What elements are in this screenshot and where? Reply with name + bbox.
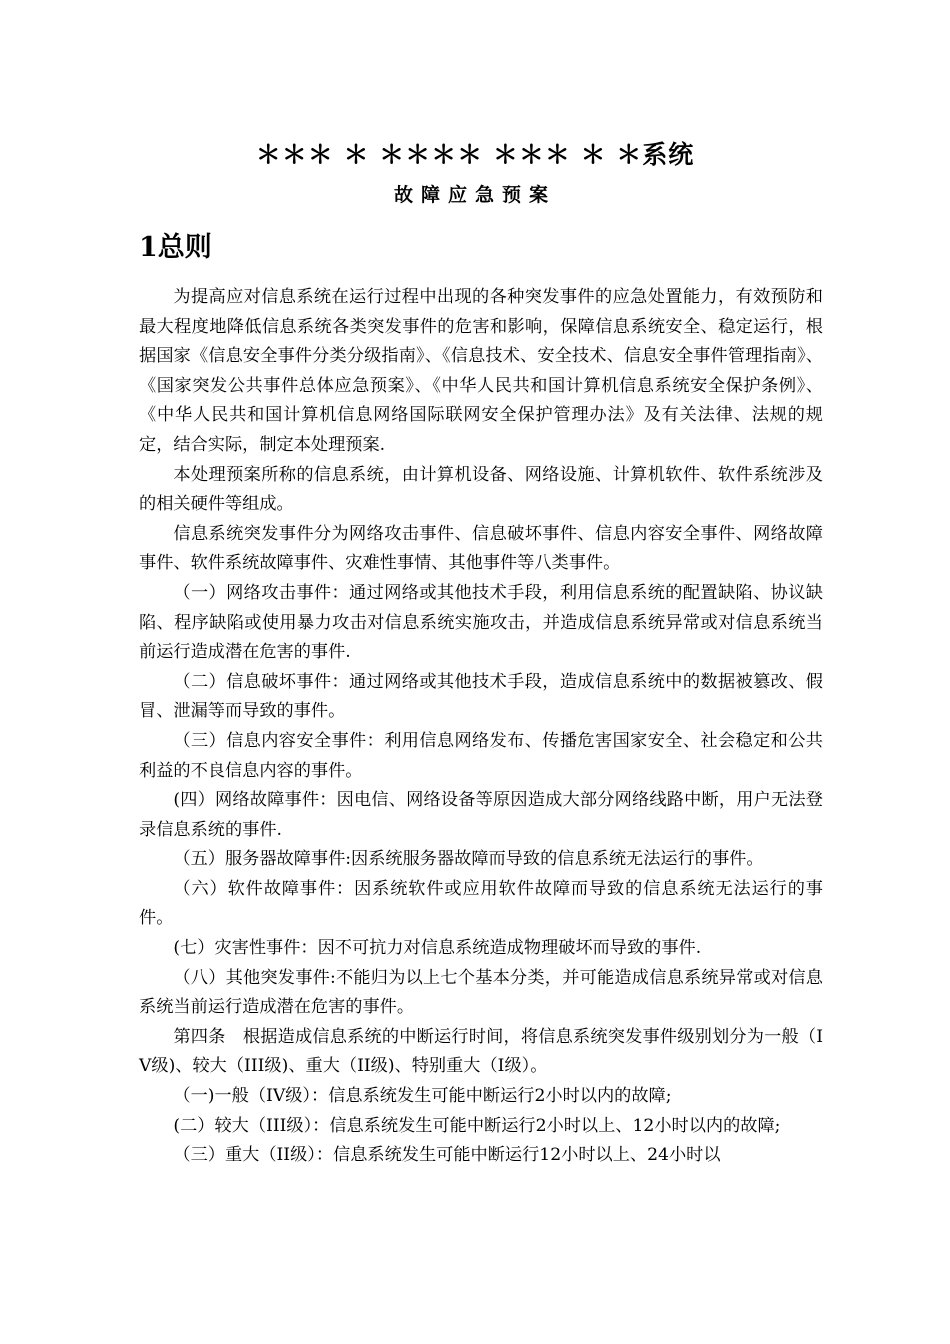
section-heading: 1总则 [139,232,212,263]
paragraph-network-failure: (四）网络故障事件：因电信、网络设备等原因造成大部分网络线路中断，用户无法登录信息系统的事件. [139,790,823,840]
body-text [139,283,823,1171]
paragraph-level-general: （一)一般（IV级）：信息系统发生可能中断运行2小时以内的故障; [173,1086,672,1107]
paragraph-event-categories: 信息系统突发事件分为网络攻击事件、信息破坏事件、信息内容安全事件、网络故障事件、软件系统故障事件、灾难性事情、其他事件等八类事件。 [139,523,823,574]
paragraph-server-failure: （五）服务器故障事件:因系统服务器故障而导致的信息系统无法运行的事件。 [173,849,764,870]
document-subtitle: 故障应急预案 [393,184,556,206]
paragraph-content-security: （三）信息内容安全事件：利用信息网络发布、传播危害国家安全、社会稳定和公共利益的不良信息内容的事件。 [139,730,823,781]
paragraph-disaster: (七）灾害性事件：因不可抗力对信息系统造成物理破坏而导致的事件. [173,938,702,959]
paragraph-info-destruction: （二）信息破坏事件：通过网络或其他技术手段，造成信息系统中的数据被篡改、假冒、泄漏等而导致的事件。 [139,671,823,722]
paragraph-scope: 本处理预案所称的信息系统，由计算机设备、网络设施、计算机软件、软件系统涉及的相关硬件等组成。 [139,464,823,515]
paragraph-purpose: 为提高应对信息系统在运行过程中出现的各种突发事件的应急处置能力，有效预防和最大程度地降低信息系统各类突发事件的危害和影响，保障信息系统安全、稳定运行，根据国家《信息安全事件分类分级指南》、《信息技术、安全技术、信息安全事件管理指南》、《国家突发公共事件总体应急预案》、《中华人民共和国计算机信息系统安全保护条例》、《中华人民共和国计算机信息网络国际联网安全保护管理办法》及有关法律、法规的规定，结合实际，制定本处理预案. [139,287,823,455]
paragraph-network-attack: （一）网络攻击事件：通过网络或其他技术手段，利用信息系统的配置缺陷、协议缺陷、程序缺陷或使用暴力攻击对信息系统实施攻击，并造成信息系统异常或对信息系统当前运行造成潜在危害的事件. [139,582,823,663]
paragraph-level-serious: （三）重大（II级）：信息系统发生可能中断运行12小时以上、24小时以 [173,1145,721,1166]
paragraph-other-events: （八）其他突发事件:不能归为以上七个基本分类，并可能造成信息系统异常或对信息系统当前运行造成潜在危害的事件。 [139,967,823,1018]
paragraph-level-major: (二）较大（III级）：信息系统发生可能中断运行2小时以上、12小时以内的故障; [173,1115,781,1136]
document-title: ＊＊＊ ＊ ＊＊＊＊ ＊＊＊ ＊ ＊系统 [255,140,695,169]
paragraph-article-four: 第四条 根据造成信息系统的中断运行时间，将信息系统突发事件级别划分为一般（IV级)、较大（III级)、重大（II级)、特别重大（I级）。 [139,1026,823,1077]
paragraph-software-failure: （六）软件故障事件：因系统软件或应用软件故障而导致的信息系统无法运行的事件。 [139,878,823,929]
